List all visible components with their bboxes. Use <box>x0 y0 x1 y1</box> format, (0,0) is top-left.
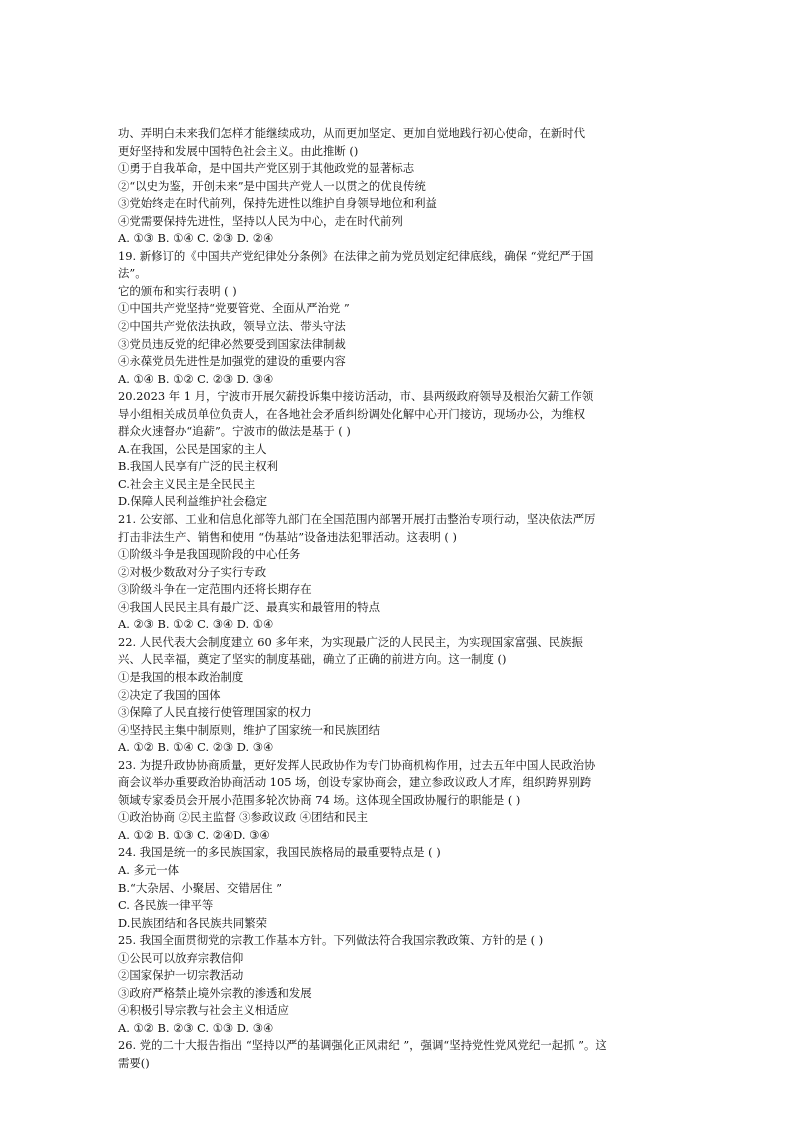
q21-line-1: 21. 公安部、工业和信息化部等九部门在全国范围内部署开展打击整治专项行动，坚决依法严厉 <box>118 512 596 527</box>
question-q22 <box>118 634 678 757</box>
q25-line-6: A. ①② B. ②③ C. ①③ D. ③④ <box>118 1020 274 1035</box>
q26-line-1: 26. 党的二十大报告指出 “坚持以严的基调强化正风肃纪 ”，强调“坚持党性党风党纪一起抓 ”。这 <box>118 1038 607 1053</box>
q24-line-4: C. 各民族一律平等 <box>118 898 214 913</box>
q26-line-2: 需要() <box>118 1055 150 1070</box>
q24-line-1: 24. 我国是统一的多民族国家，我国民族格局的最重要特点是 ( ) <box>118 845 441 860</box>
q21-line-7: A. ②③ B. ①② C. ③④ D. ①④ <box>118 617 274 632</box>
q21-line-5: ③阶级斗争在一定范围内还将长期存在 <box>118 582 312 597</box>
q19-line-6: ③党员违反党的纪律必然要受到国家法律制裁 <box>118 336 346 351</box>
q22-line-2: 兴、人民幸福，奠定了坚实的制度基础，确立了正确的前进方向。这一制度 () <box>118 652 507 667</box>
q20-line-5: B.我国人民享有广泛的民主权利 <box>118 459 279 474</box>
q23-line-4: ①政治协商 ②民主监督 ③参政议政 ④团结和民主 <box>118 810 369 825</box>
question-list <box>118 248 678 1073</box>
q22-line-6: ④坚持民主集中制原则，维护了国家统一和民族团结 <box>118 722 380 737</box>
intro-line-2: 更好坚持和发展中国特色社会主义。由此推断 () <box>118 143 359 158</box>
q19-line-1: 19. 新修订的《中国共产党纪律处分条例》在法律之前为党员划定纪律底线，确保 “党纪严于国 <box>118 248 594 263</box>
q24-line-3: B.“大杂居、小聚居、交错居住 ” <box>118 880 282 895</box>
q19-line-7: ④永葆党员先进性是加强党的建设的重要内容 <box>118 354 346 369</box>
q19-line-8: A. ①④ B. ①② C. ②③ D. ③④ <box>118 371 274 386</box>
q20-line-3: 群众火速督办“追薪”。宁波市的做法是基于 ( ) <box>118 424 351 439</box>
intro-line-7: A. ①③ B. ①④ C. ②③ D. ②④ <box>118 231 274 246</box>
q25-line-1: 25. 我国全面贯彻党的宗教工作基本方针。下列做法符合我国宗教政策、方针的是 ( ) <box>118 933 544 948</box>
q21-line-6: ④我国人民民主具有最广泛、最真实和最管用的特点 <box>118 599 380 614</box>
q20-line-1: 20.2023 年 1 月，宁波市开展欠薪投诉集中接访活动，市、县两级政府领导及根治欠薪工作领 <box>118 389 594 404</box>
q23-line-5: A. ①② B. ①③ C. ②④D. ③④ <box>118 827 270 842</box>
q19-line-5: ②中国共产党依法执政，领导立法、带头守法 <box>118 319 346 334</box>
q23-line-1: 23. 为提升政协协商质量，更好发挥人民政协作为专门协商机构作用，过去五年中国人民政治协 <box>118 757 596 772</box>
q22-line-4: ②决定了我国的国体 <box>118 687 221 702</box>
q20-line-2: 导小组相关成员单位负责人，在各地社会矛盾纠纷调处化解中心开门接访，现场办公，为维权 <box>118 406 586 421</box>
q25-line-2: ①公民可以放弃宗教信仰 <box>118 950 244 965</box>
q19-line-3: 它的颁布和实行表明 ( ) <box>118 283 237 298</box>
q20-line-7: D.保障人民利益维护社会稳定 <box>118 494 268 509</box>
intro-line-6: ④党需要保持先进性，坚持以人民为中心，走在时代前列 <box>118 213 403 228</box>
question-q25 <box>118 932 678 1037</box>
question-q23 <box>118 757 678 845</box>
q22-line-1: 22. 人民代表大会制度建立 60 多年来，为实现最广泛的人民民主，为实现国家富强、民族振 <box>118 634 583 649</box>
intro-line-3: ①勇于自我革命，是中国共产党区别于其他政党的显著标志 <box>118 161 415 176</box>
q22-line-3: ①是我国的根本政治制度 <box>118 669 244 684</box>
q19-line-2: 法”。 <box>118 266 147 281</box>
question-18-continuation <box>118 125 678 248</box>
q21-line-3: ①阶级斗争是我国现阶段的中心任务 <box>118 547 301 562</box>
question-q26 <box>118 1037 678 1072</box>
exam-page <box>118 125 678 1073</box>
question-q24 <box>118 844 678 932</box>
q24-line-2: A. 多元一体 <box>118 862 180 877</box>
q22-line-7: A. ①② B. ①④ C. ②③ D. ③④ <box>118 740 274 755</box>
q20-line-6: C.社会主义民主是全民民主 <box>118 476 256 491</box>
question-q20 <box>118 388 678 511</box>
q25-line-5: ④积极引导宗教与社会主义相适应 <box>118 1003 289 1018</box>
intro-line-4: ②“以史为鉴，开创未来”是中国共产党人一以贯之的优良传统 <box>118 178 426 193</box>
q22-line-5: ③保障了人民直接行使管理国家的权力 <box>118 705 312 720</box>
q25-line-3: ②国家保护一切宗教活动 <box>118 968 244 983</box>
question-q19 <box>118 248 678 388</box>
intro-line-5: ③党始终走在时代前列，保持先进性以维护自身领导地位和利益 <box>118 196 437 211</box>
intro-line-1: 功、弄明白未来我们怎样才能继续成功，从而更加坚定、更加自觉地践行初心使命，在新时代 <box>118 126 586 140</box>
q19-line-4: ①中国共产党坚持“党要管党、全面从严治党 ” <box>118 301 350 316</box>
q25-line-4: ③政府严格禁止境外宗教的渗透和发展 <box>118 985 312 1000</box>
q21-line-4: ②对极少数敌对分子实行专政 <box>118 564 267 579</box>
q24-line-5: D.民族团结和各民族共同繁荣 <box>118 915 268 930</box>
q21-line-2: 打击非法生产、销售和使用 “伪基站”设备违法犯罪活动。这表明 ( ) <box>118 529 457 544</box>
question-q21 <box>118 511 678 634</box>
q20-line-4: A.在我国，公民是国家的主人 <box>118 441 267 456</box>
q23-line-2: 商会议举办重要政治协商活动 105 场，创设专家协商会，建立参政议政人才库，组织跨界别跨 <box>118 775 592 790</box>
q23-line-3: 领域专家委员会开展小范围多轮次协商 74 场。这体现全国政协履行的职能是 ( ) <box>118 792 521 807</box>
